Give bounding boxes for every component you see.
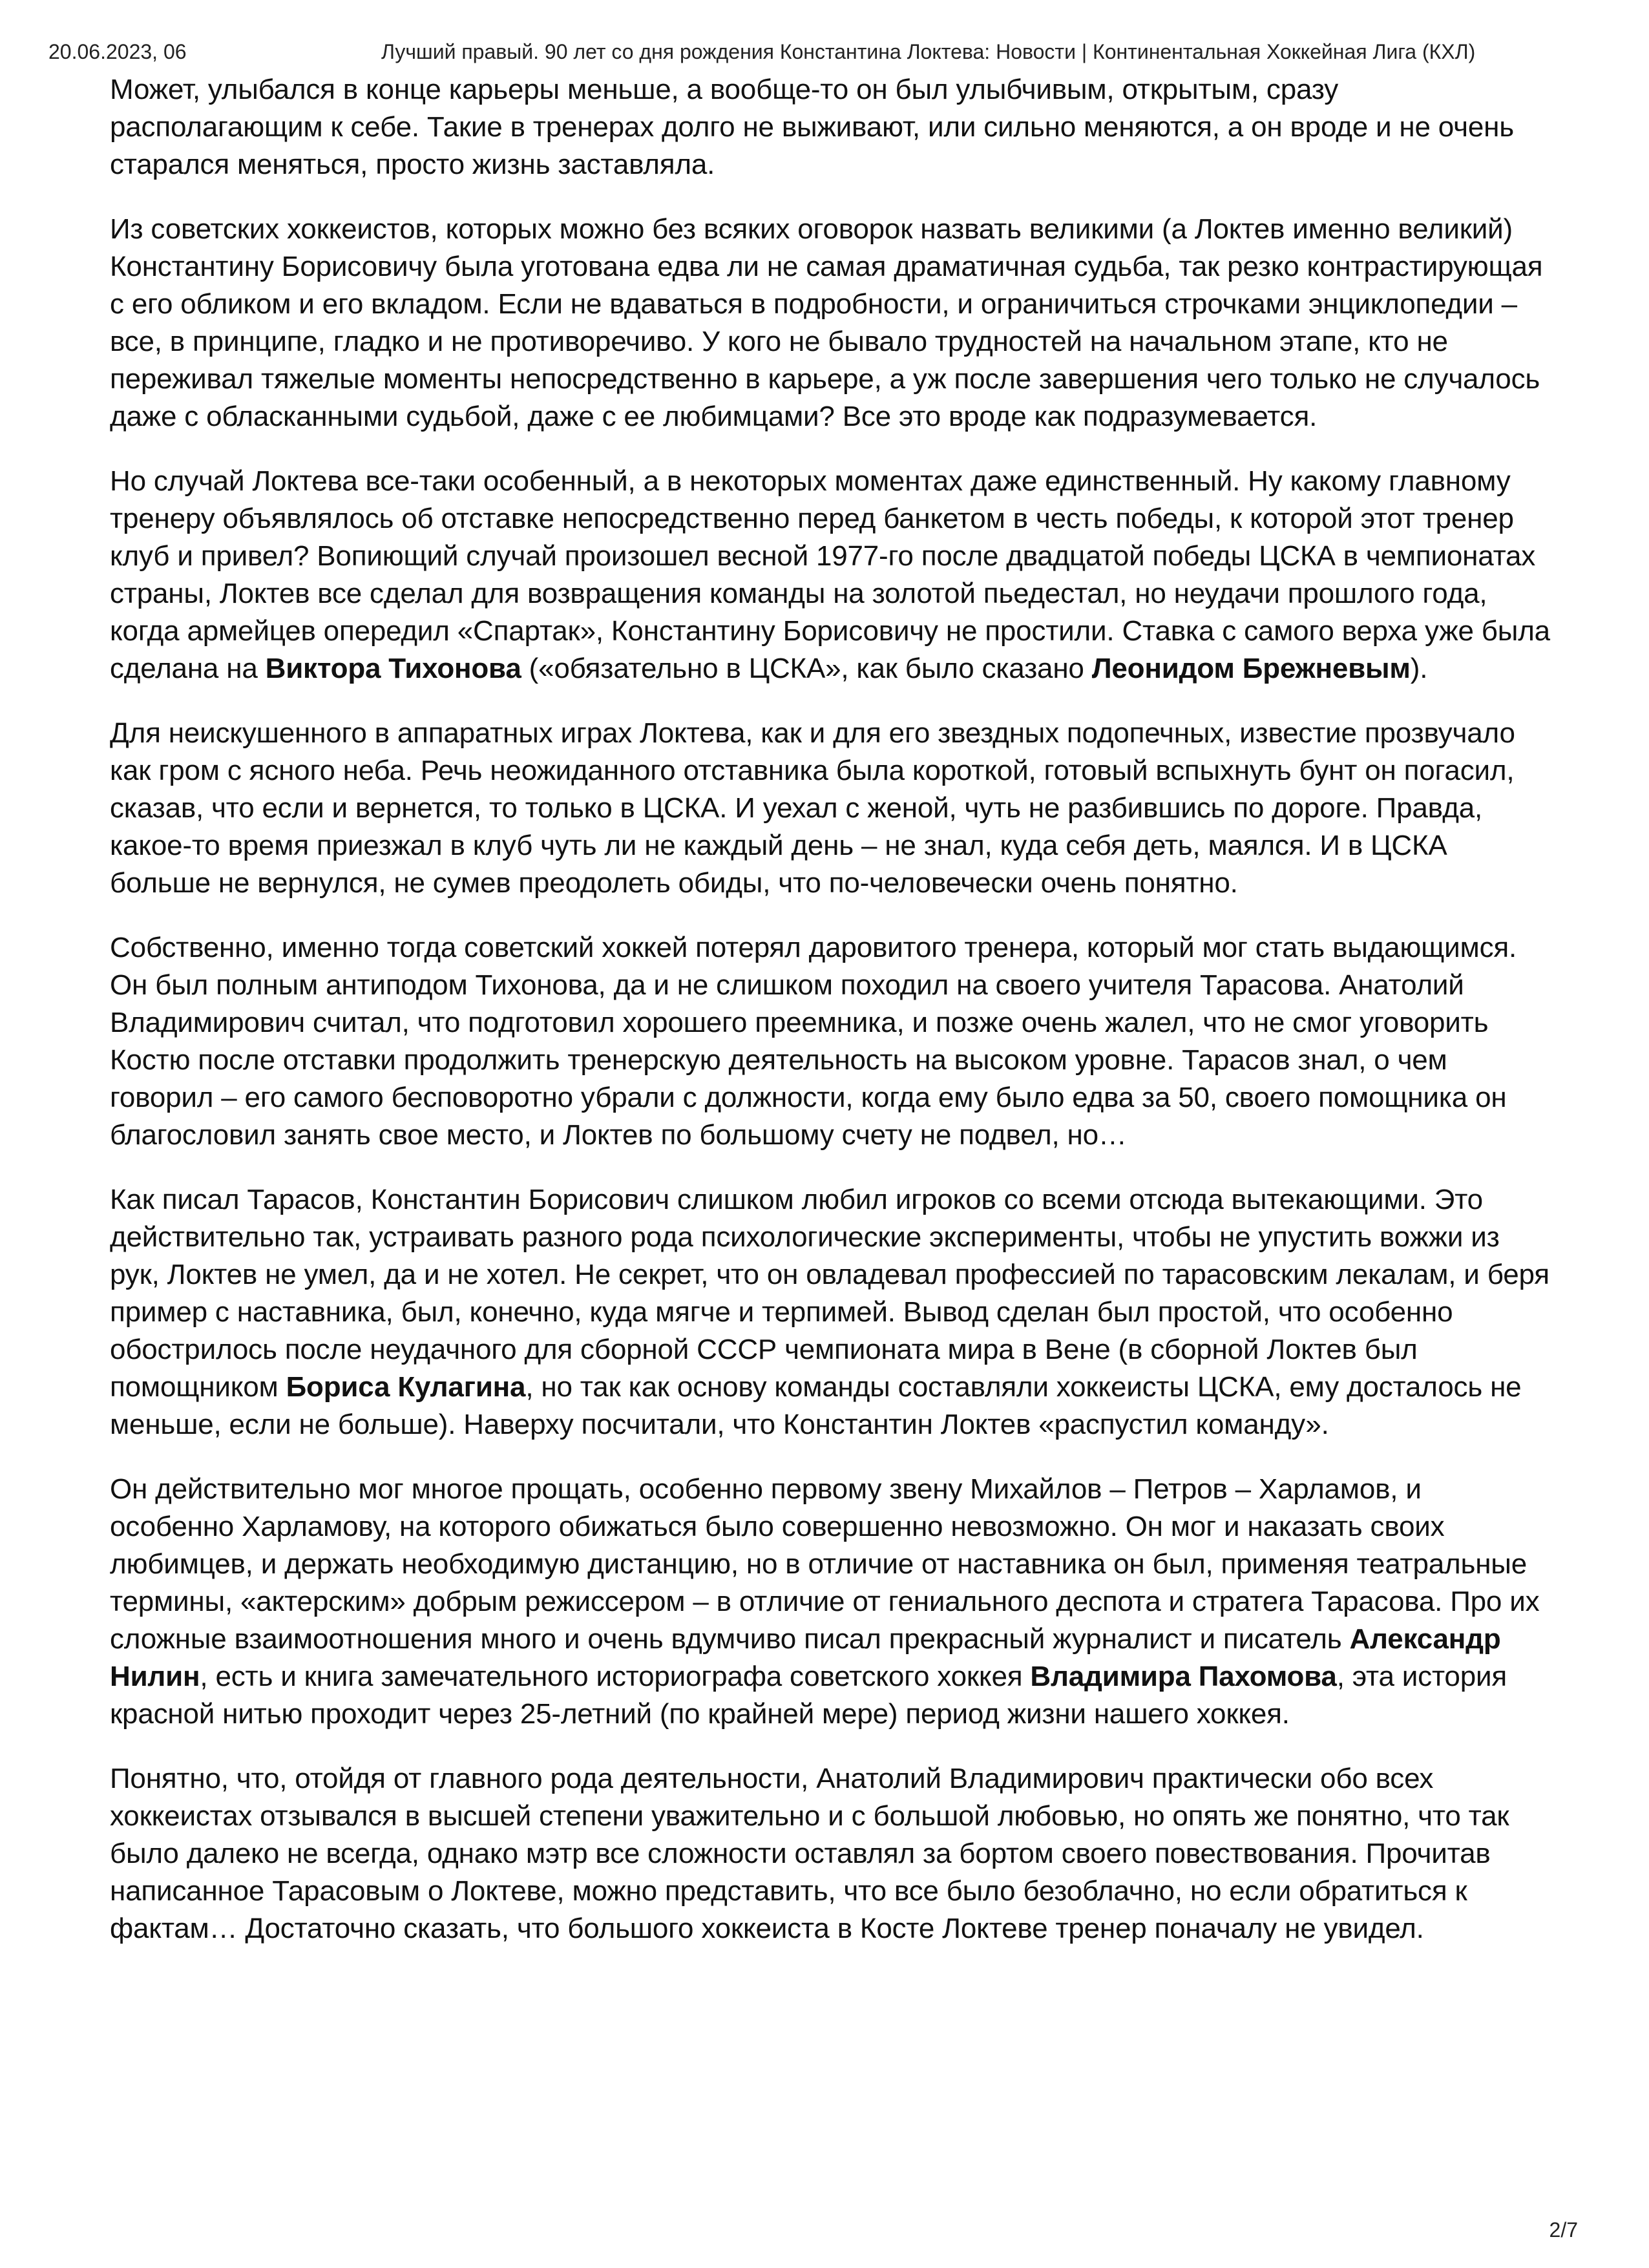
paragraph-text: Как писал Тарасов, Константин Борисович слишком любил игроков со всеми отсюда вытекающими. Это действительно так, устраивать разного рода психологические эксперименты, чтобы не упустить вожжи из рук, Локтев не умел, да и не хотел. Не секрет, что он овладевал профессией по тарасовским лекалам, и беря пример с наставника, был, конечно, куда мягче и терпимей. Вывод сделан был простой, что особенно обострилось после неудачного для сборной СССР чемпионата мира в Вене (в сборной Локтев был помощником bbox=[110, 1184, 1549, 1403]
paragraph-text: Собственно, именно тогда советский хоккей потерял даровитого тренера, который мог стать выдающимся. Он был полным антиподом Тихонова, да и не слишком походил на своего учителя Тарасова. Анатолий Владимирович считал, что подготовил хорошего преемника, и позже очень жалел, что не смог уговорить Костю после отставки продолжить тренерскую деятельность на высоком уровне. Тарасов знал, о чем говорил – его самого бесповоротно убрали с должности, когда ему было едва за 50, своего помощника он благословил занять свое место, и Локтев по большому счету не подвел, но… bbox=[110, 932, 1517, 1151]
paragraph-text: Для неискушенного в аппаратных играх Локтева, как и для его звездных подопечных, известие прозвучало как гром с ясного неба. Речь неожиданного отставника была короткой, готовый вспыхнуть бунт он погасил, сказав, что если и вернется, то только в ЦСКА. И уехал с женой, чуть не разбившись по дороге. Правда, какое-то время приезжал в клуб чуть ли не каждый день – не знал, куда себя деть, маялся. И в ЦСКА больше не вернулся, не сумев преодолеть обиды, что по-человечески очень понятно. bbox=[110, 717, 1515, 899]
bold-name: Виктора Тихонова bbox=[265, 653, 521, 684]
page-title: Лучший правый. 90 лет со дня рождения Константина Локтева: Новости | Континентальная Хоккейная Лига (КХЛ) bbox=[381, 40, 1476, 63]
article-paragraph bbox=[110, 71, 1551, 184]
paragraph-text: , эта история красной нитью проходит через 25-летний (по крайней мере) период жизни нашего хоккея. bbox=[110, 1661, 1507, 1730]
bold-name: Бориса Кулагина bbox=[286, 1371, 526, 1403]
paragraph-text: Он действительно мог многое прощать, особенно первому звену Михайлов – Петров – Харламов, и особенно Харламову, на которого обижаться было совершенно невозможно. Он мог и наказать своих любимцев, и держать необходимую дистанцию, но в отличие от наставника он был, применяя театральные термины, «актерским» добрым режиссером – в отличие от гениального деспота и стратега Тарасова. Про их сложные взаимоотношения много и очень вдумчиво писал прекрасный журналист и писатель bbox=[110, 1473, 1540, 1655]
bold-name: Владимира Пахомова bbox=[1030, 1661, 1337, 1692]
paragraph-text: («обязательно в ЦСКА», как было сказано bbox=[521, 653, 1092, 684]
bold-name: Александр Нилин bbox=[110, 1623, 1501, 1692]
paragraph-text: , но так как основу команды составляли хоккеисты ЦСКА, ему досталось не меньше, если не больше). Наверху посчитали, что Константин Локтев «распустил команду». bbox=[110, 1371, 1522, 1440]
print-header bbox=[48, 40, 1610, 66]
paragraph-text: , есть и книга замечательного историографа советского хоккея bbox=[200, 1661, 1031, 1692]
article-paragraph bbox=[110, 1760, 1551, 1948]
bold-name: Леонидом Брежневым bbox=[1091, 653, 1411, 684]
paragraph-text: Может, улыбался в конце карьеры меньше, а вообще-то он был улыбчивым, открытым, сразу располагающим к себе. Такие в тренерах долго не выживают, или сильно меняются, а он вроде и не очень старался меняться, просто жизнь заставляла. bbox=[110, 74, 1514, 180]
paragraph-text: ). bbox=[1410, 653, 1428, 684]
article-paragraph bbox=[110, 1181, 1551, 1444]
article-paragraph bbox=[110, 211, 1551, 436]
article-body bbox=[110, 71, 1551, 1975]
paragraph-text: Понятно, что, отойдя от главного рода деятельности, Анатолий Владимирович практически обо всех хоккеистах отзывался в высшей степени уважительно и с большой любовью, но опять же понятно, что так было далеко не всегда, однако мэтр все сложности оставлял за бортом своего повествования. Прочитав написанное Тарасовым о Локтеве, можно представить, что все было безоблачно, но если обратиться к фактам… Достаточно сказать, что большого хоккеиста в Косте Локтеве тренер поначалу не увидел. bbox=[110, 1763, 1509, 1944]
article-paragraph bbox=[110, 463, 1551, 688]
page-number: 2/7 bbox=[1549, 2218, 1578, 2242]
article-paragraph bbox=[110, 715, 1551, 902]
article-paragraph bbox=[110, 1471, 1551, 1733]
article-paragraph bbox=[110, 929, 1551, 1154]
paragraph-text: Но случай Локтева все-таки особенный, а в некоторых моментах даже единственный. Ну какому главному тренеру объявлялось об отставке непосредственно перед банкетом в честь победы, к которой этот тренер клуб и привел? Вопиющий случай произошел весной 1977-го после двадцатой победы ЦСКА в чемпионатах страны, Локтев все сделал для возвращения команды на золотой пьедестал, но неудачи прошлого года, когда армейцев опередил «Спартак», Константину Борисовичу не простили. Ставка с самого верха уже была сделана на bbox=[110, 465, 1550, 684]
paragraph-text: Из советских хоккеистов, которых можно без всяких оговорок назвать великими (а Локтев именно великий) Константину Борисовичу была уготована едва ли не самая драматичная судьба, так резко контрастирующая с его обликом и его вкладом. Если не вдаваться в подробности, и ограничиться строчками энциклопедии – все, в принципе, гладко и не противоречиво. У кого не бывало трудностей на начальном этапе, кто не переживал тяжелые моменты непосредственно в карьере, а уж после завершения чего только не случалось даже с обласканными судьбой, даже с ее любимцами? Все это вроде как подразумевается. bbox=[110, 213, 1543, 432]
print-date: 20.06.2023, 06 bbox=[48, 40, 187, 63]
